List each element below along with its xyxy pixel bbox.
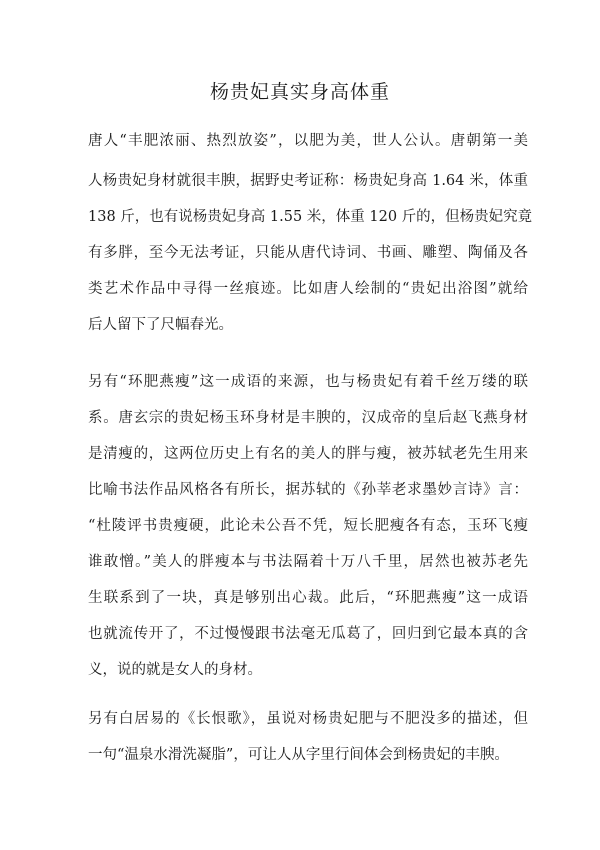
paragraph-3-line-2: 一句“温泉水滑洗凝脂”，可让人从字里行间体会到杨贵妃的丰腴。 [88,747,509,763]
paragraph-1-line-5: 类艺术作品中寻得一丝痕迹。比如唐人绘制的“贵妃出浴图”就给 [88,281,528,297]
paragraph-1-line-3: 138 斤，也有说杨贵妃身高 1.55 米，体重 120 斤的，但杨贵妃究竟 [88,209,533,225]
paragraph-2-line-7: 生联系到了一块，真是够别出心裁。此后，“环肥燕瘦”这一成语 [88,590,528,606]
paragraph-1-line-2: 人杨贵妃身材就很丰腴，据野史考证称：杨贵妃身高 1.64 米，体重 [88,173,528,189]
paragraph-1-line-1: 唐人“丰肥浓丽、热烈放姿”，以肥为美，世人公认。唐朝第一美 [88,133,528,149]
paragraph-2-line-4: 比喻书法作品风格各有所长，据苏轼的《孙莘老求墨妙言诗》言： [88,482,528,498]
paragraph-2-line-1: 另有“环肥燕瘦”这一成语的来源，也与杨贵妃有着千丝万缕的联 [88,374,528,390]
paragraph-2-line-6: 谁敢憎。”美人的胖瘦本与书法隔着十万八千里，居然也被苏老先 [88,554,528,570]
paragraph-2-line-9: 义，说的就是女人的身材。 [88,662,262,678]
paragraph-2-line-8: 也就流传开了，不过慢慢跟书法毫无瓜葛了，回归到它最本真的含 [88,626,528,642]
paragraph-2-line-5: “杜陵评书贵瘦硬，此论未公吾不凭，短长肥瘦各有态，玉环飞瘦 [88,518,528,534]
paragraph-1-line-4: 有多胖，至今无法考证，只能从唐代诗词、书画、雕塑、陶俑及各 [88,245,528,261]
page-title: 杨贵妃真实身高体重 [209,81,390,103]
paragraph-1-line-6: 后人留下了尺幅春光。 [88,317,233,333]
paragraph-2-line-2: 系。唐玄宗的贵妃杨玉环身材是丰腴的，汉成帝的皇后赵飞燕身材 [88,410,528,426]
paragraph-2-line-3: 是清瘦的，这两位历史上有名的美人的胖与瘦，被苏轼老先生用来 [88,446,528,462]
paragraph-3-line-1: 另有白居易的《长恨歌》，虽说对杨贵妃肥与不肥没多的描述，但 [88,711,528,727]
